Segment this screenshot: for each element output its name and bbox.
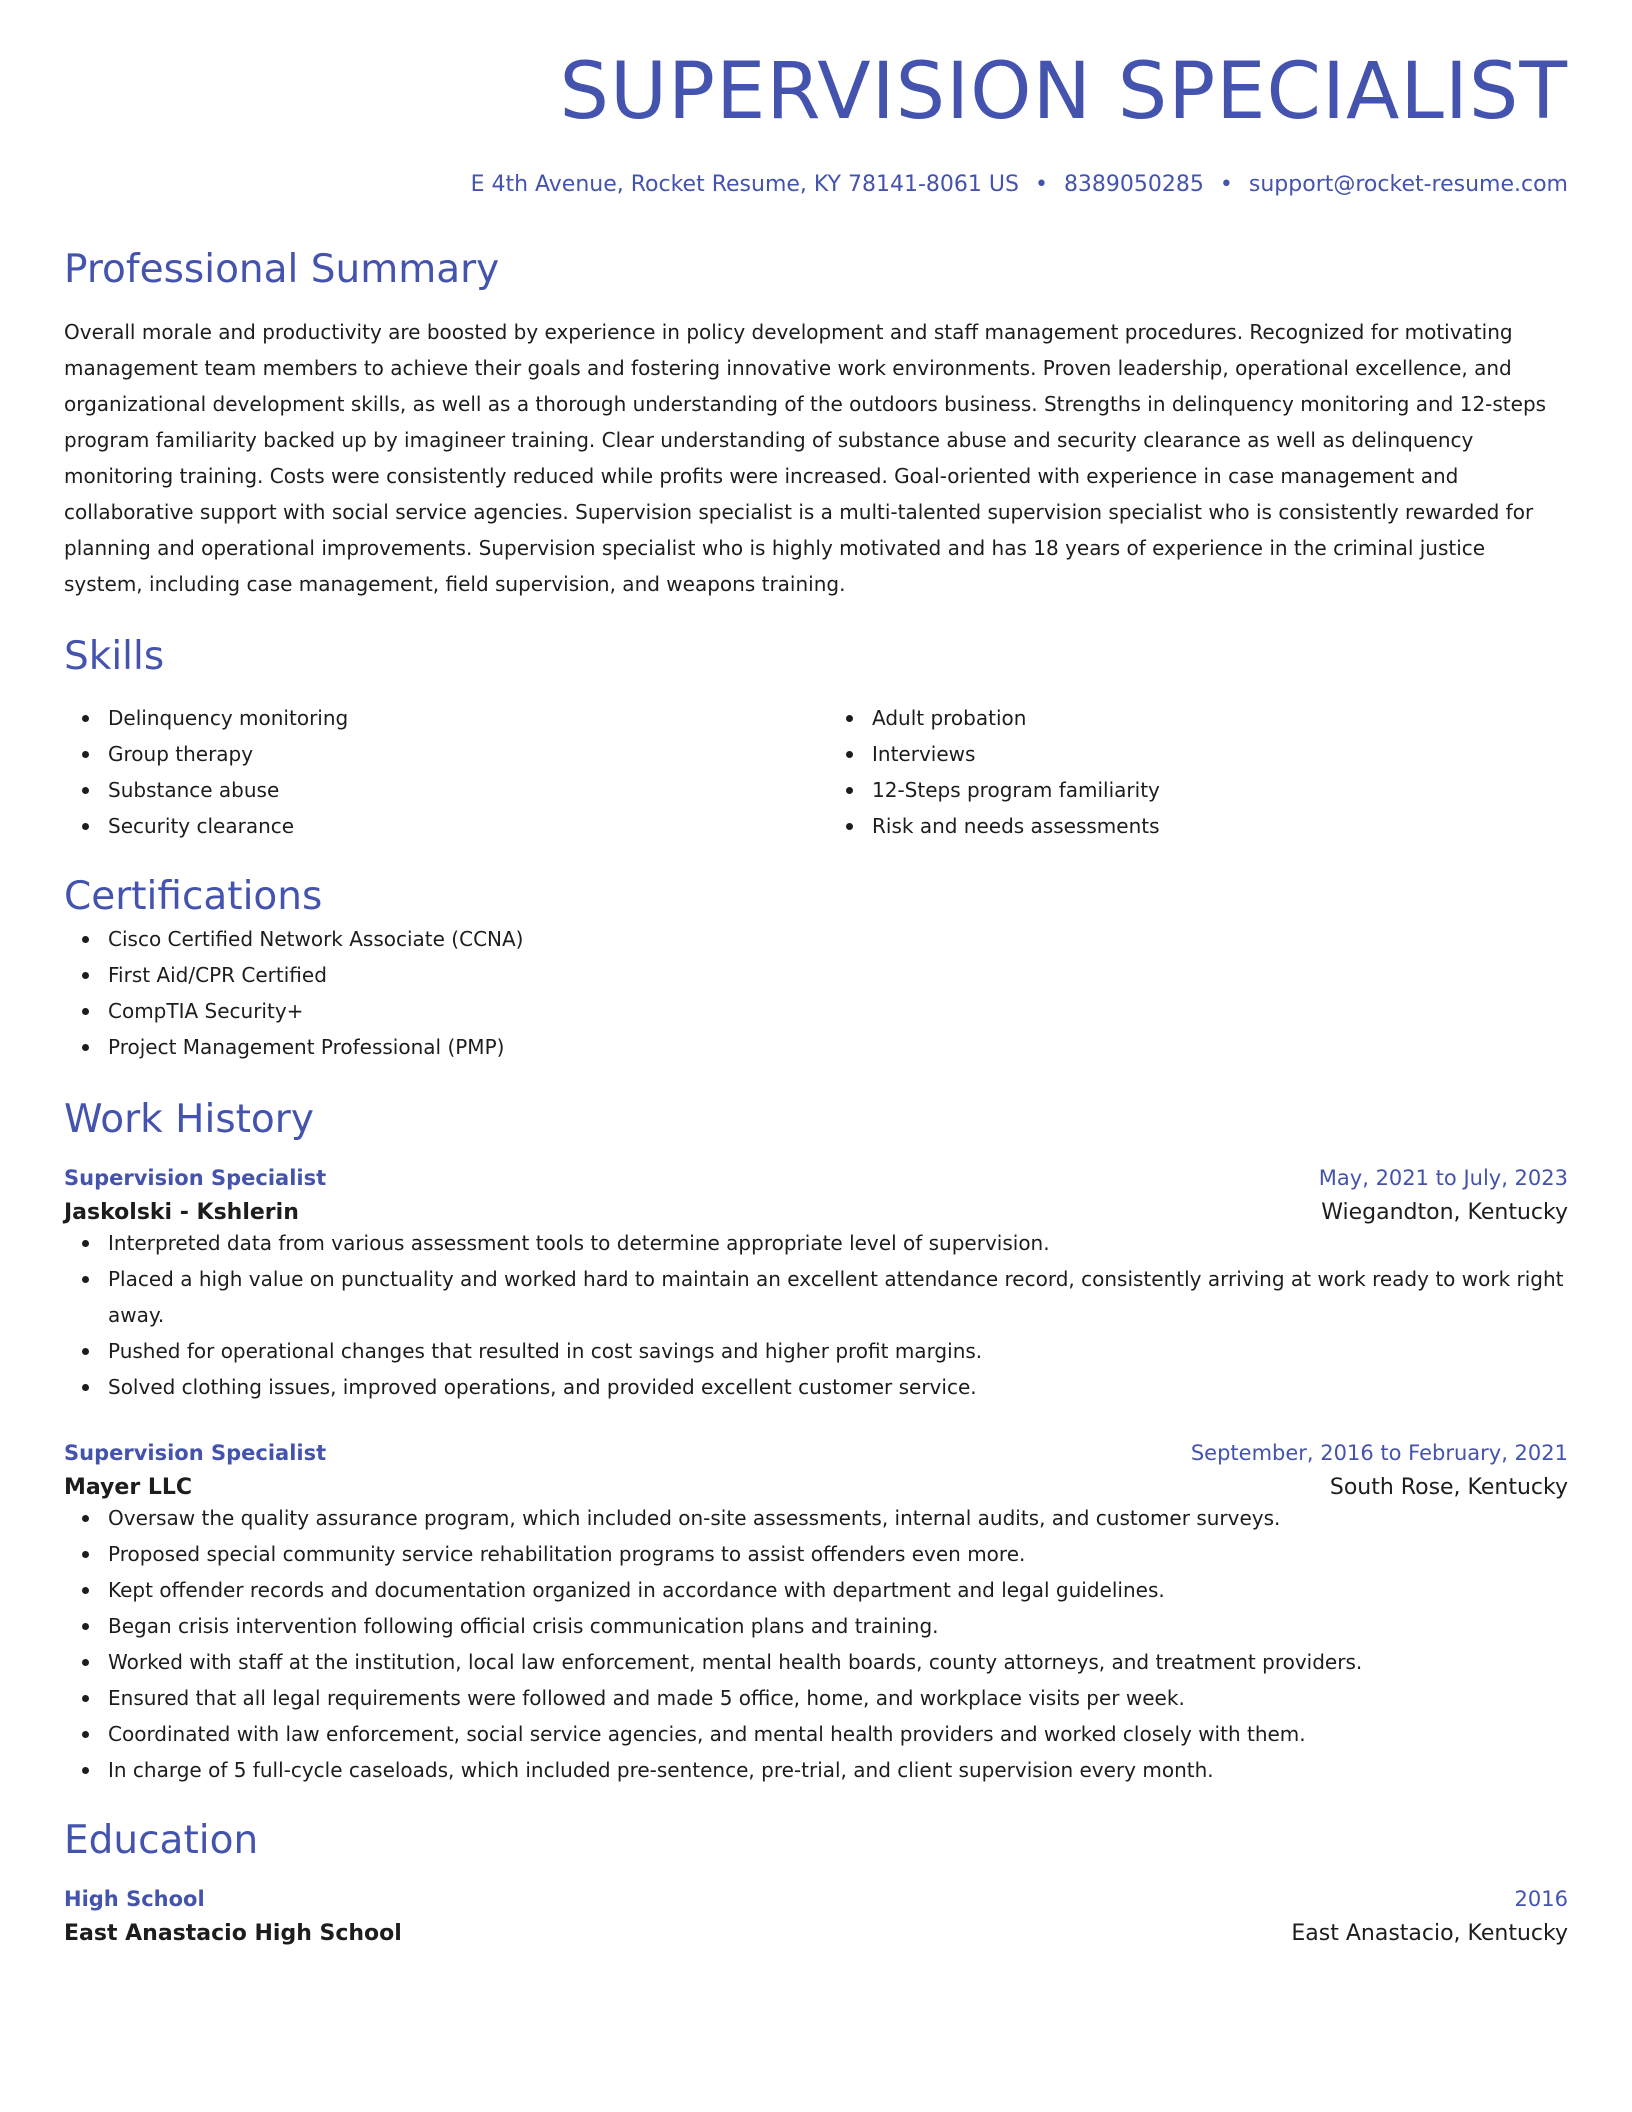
job-bullet: Coordinated with law enforcement, social service agencies, and mental health providers and worked closely with them. [108, 1716, 1568, 1752]
job-dates: May, 2021 to July, 2023 [1318, 1165, 1568, 1190]
education-section [64, 1818, 1568, 1946]
contact-phone: 8389050285 [1063, 171, 1204, 197]
skills-list-right [828, 700, 1568, 844]
resume-header [64, 47, 1568, 197]
certifications-heading: Certifications [64, 874, 323, 920]
job-bullet: Began crisis intervention following official crisis communication plans and training. [108, 1608, 1568, 1644]
skills-grid [64, 700, 1568, 844]
job-company-row [64, 1200, 1568, 1225]
work-history-section [64, 1097, 1568, 1788]
job-location: Wiegandton, Kentucky [1321, 1199, 1568, 1225]
job-title-row [64, 1441, 1568, 1465]
job-dates: September, 2016 to February, 2021 [1190, 1440, 1568, 1465]
skills-list-left [64, 700, 804, 844]
education-school-row [64, 1921, 1568, 1946]
summary-section [64, 247, 1568, 602]
job-title: Supervision Specialist [64, 1165, 327, 1190]
contact-address: E 4th Avenue, Rocket Resume, KY 78141-8061 US [470, 171, 1019, 197]
summary-heading: Professional Summary [64, 246, 500, 292]
contact-separator: • [1219, 171, 1233, 197]
skill-item: Group therapy [108, 736, 804, 772]
summary-text: Overall morale and productivity are boosted by experience in policy development and staff management procedures. Recognized for motivating management team members to achieve their goals and fostering innovative work environments. Proven leadership, operational excellence, and organizational development skills, as well as a thorough understanding of the outdoors business. Strengths in delinquency monitoring and 12-steps program familiarity backed up by imagineer training. Clear understanding of substance abuse and security clearance as well as delinquency monitoring training. Costs were consistently reduced while profits were increased. Goal-oriented with experience in case management and collaborative support with social service agencies. Supervision specialist is a multi-talented supervision specialist who is consistently rewarded for planning and operational improvements. Supervision specialist who is highly motivated and has 18 years of experience in the criminal justice system, including case management, field supervision, and weapons training. [64, 319, 1547, 596]
skill-item: Adult probation [872, 700, 1568, 736]
job-bullet: Oversaw the quality assurance program, which included on-site assessments, internal audits, and customer surveys. [108, 1500, 1568, 1536]
education-degree-row [64, 1887, 1568, 1911]
job-bullet: Kept offender records and documentation organized in accordance with department and legal guidelines. [108, 1572, 1568, 1608]
job-bullet: Solved clothing issues, improved operations, and provided excellent customer service. [108, 1369, 1568, 1405]
certifications-list [64, 921, 1568, 1065]
job-company: Jaskolski - Kshlerin [64, 1199, 299, 1225]
contact-separator: • [1034, 171, 1048, 197]
job-title: Supervision Specialist [64, 1440, 327, 1465]
job-company: Mayer LLC [64, 1474, 193, 1500]
skill-item: Substance abuse [108, 772, 804, 808]
certification-item: First Aid/CPR Certified [108, 957, 1568, 993]
job-bullet: Placed a high value on punctuality and worked hard to maintain an excellent attendance record, consistently arriving at work ready to work right away. [108, 1261, 1568, 1333]
job-bullet: In charge of 5 full-cycle caseloads, which included pre-sentence, pre-trial, and client supervision every month. [108, 1752, 1568, 1788]
education-location: East Anastacio, Kentucky [1291, 1920, 1568, 1946]
job-bullet: Proposed special community service rehabilitation programs to assist offenders even more. [108, 1536, 1568, 1572]
job-bullets [64, 1500, 1568, 1788]
contact-line [64, 172, 1568, 197]
skill-item: Interviews [872, 736, 1568, 772]
job-location: South Rose, Kentucky [1329, 1474, 1568, 1500]
job-entry [64, 1166, 1568, 1405]
skill-item: 12-Steps program familiarity [872, 772, 1568, 808]
job-bullets [64, 1225, 1568, 1405]
candidate-name: SUPERVISION SPECIALIST [559, 47, 1568, 137]
education-degree: High School [64, 1886, 205, 1911]
job-bullet: Interpreted data from various assessment tools to determine appropriate level of supervision. [108, 1225, 1568, 1261]
job-bullet: Ensured that all legal requirements were followed and made 5 office, home, and workplace visits per week. [108, 1680, 1568, 1716]
education-entry [64, 1887, 1568, 1946]
certification-item: Cisco Certified Network Associate (CCNA) [108, 921, 1568, 957]
job-entry [64, 1441, 1568, 1788]
job-bullet: Worked with staff at the institution, local law enforcement, mental health boards, county attorneys, and treatment providers. [108, 1644, 1568, 1680]
education-school: East Anastacio High School [64, 1920, 402, 1946]
skills-heading: Skills [64, 633, 165, 679]
job-bullet: Pushed for operational changes that resulted in cost savings and higher profit margins. [108, 1333, 1568, 1369]
skills-section [64, 634, 1568, 845]
skill-item: Risk and needs assessments [872, 808, 1568, 844]
education-year: 2016 [1514, 1886, 1568, 1911]
job-title-row [64, 1166, 1568, 1190]
education-heading: Education [64, 1817, 259, 1863]
certification-item: Project Management Professional (PMP) [108, 1029, 1568, 1065]
job-company-row [64, 1475, 1568, 1500]
work-history-heading: Work History [64, 1097, 314, 1143]
skill-item: Security clearance [108, 808, 804, 844]
certification-item: CompTIA Security+ [108, 993, 1568, 1029]
skill-item: Delinquency monitoring [108, 700, 804, 736]
contact-email: support@rocket-resume.com [1248, 171, 1568, 197]
certifications-section [64, 874, 1568, 1065]
